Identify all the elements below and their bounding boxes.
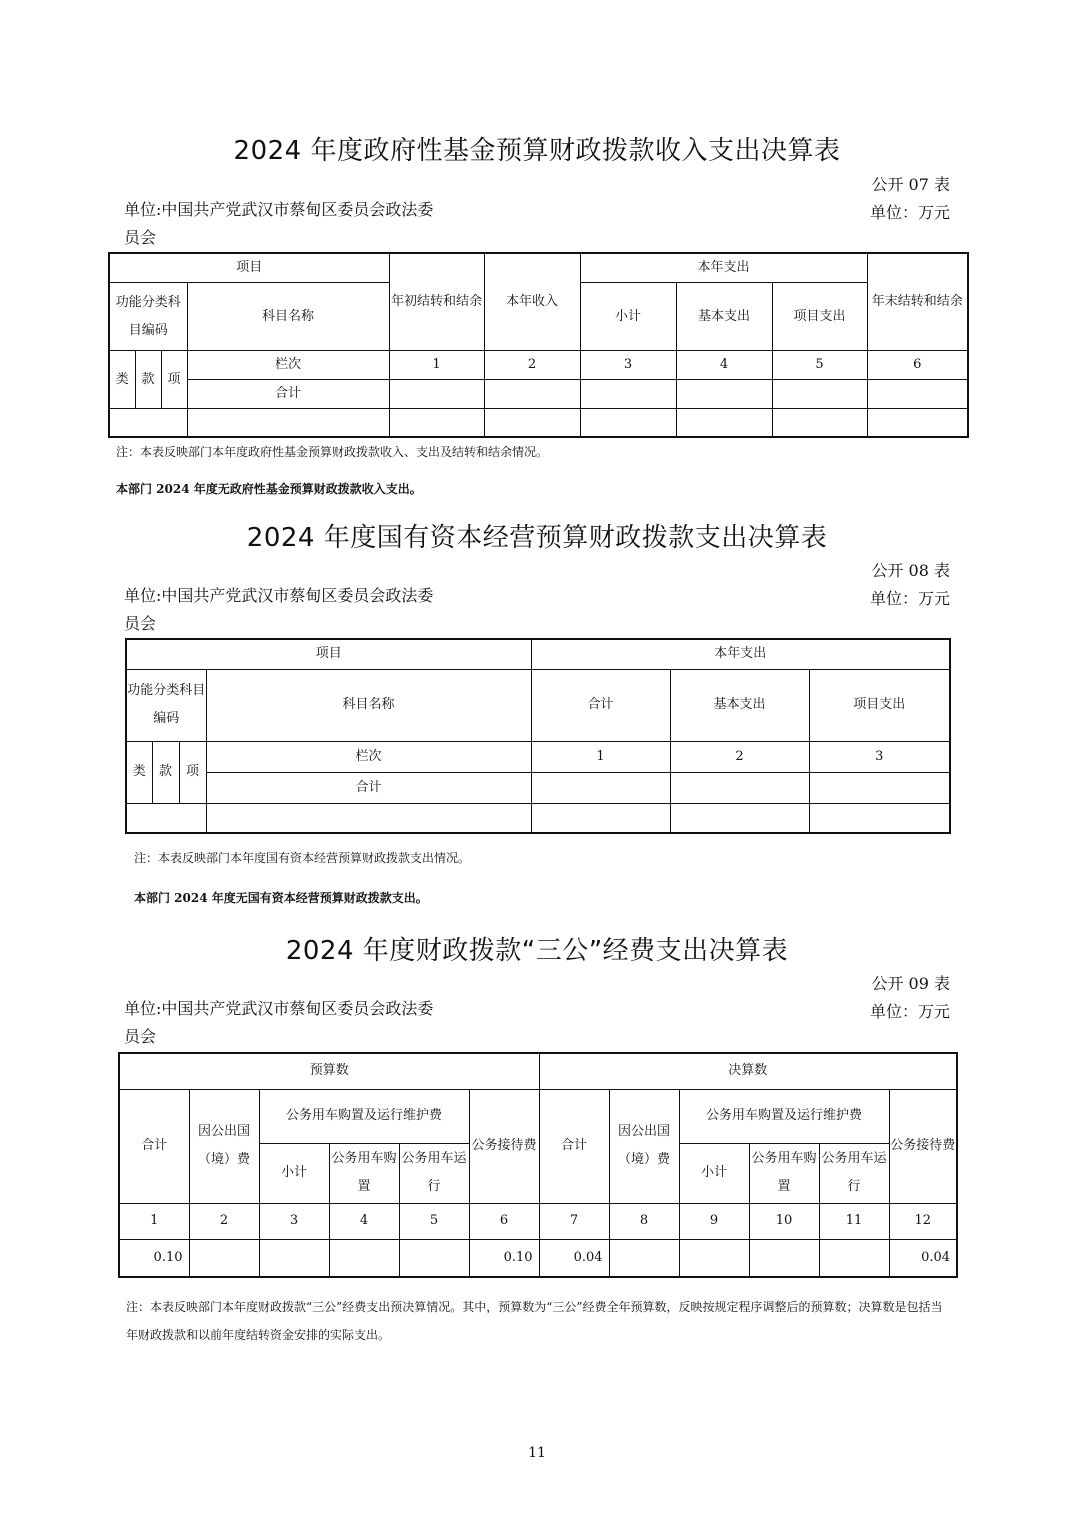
table09	[118, 1052, 958, 1278]
t07-h-project: 项目	[109, 253, 389, 283]
t09-col: 10	[749, 1203, 819, 1239]
t07-h-subject: 科目名称	[187, 283, 389, 351]
t07-col: 3	[580, 351, 676, 380]
table07-unit: 单位:中国共产党武汉市蔡甸区委员会政法委员会	[124, 200, 434, 247]
table09-unit-right: 单位：万元	[869, 1002, 950, 1021]
table07-note: 注：本表反映部门本年度政府性基金预算财政拨款收入、支出及结转和结余情况。	[116, 445, 549, 459]
t09-h-reception-actual: 公务接待费	[889, 1089, 957, 1203]
t07-col: 5	[772, 351, 867, 380]
t07-col: 2	[484, 351, 580, 380]
t09-col: 8	[609, 1203, 679, 1239]
t09-col: 7	[539, 1203, 609, 1239]
table07-code: 公开 07 表	[871, 175, 950, 194]
table09-note: 注：本表反映部门本年度财政拨款“三公”经费支出预决算情况。其中，预算数为“三公”经费全年预算数，反映按规定程序调整后的预算数；决算数是包括当年财政拨款和以前年度结转资金安排的实际支出。	[126, 1300, 943, 1342]
t09-h-car-run: 公务用车运行	[399, 1143, 469, 1203]
t08-h-func: 功能分类科目编码	[126, 669, 206, 741]
t07-col: 1	[389, 351, 484, 380]
t09-h-total: 合计	[119, 1089, 189, 1203]
t09-col: 3	[259, 1203, 329, 1239]
t09-col: 9	[679, 1203, 749, 1239]
table08-unit-right: 单位：万元	[869, 589, 950, 608]
t09-h-actual: 决算数	[539, 1053, 957, 1089]
t07-h-proj: 项目支出	[772, 283, 867, 351]
t07-col: 4	[676, 351, 772, 380]
table09-code: 公开 09 表	[871, 974, 950, 993]
t07-total: 合计	[187, 380, 389, 409]
t09-h-subtotal-actual: 小计	[679, 1143, 749, 1203]
t09-h-car-buy-actual: 公务用车购置	[749, 1143, 819, 1203]
t09-h-abroad-actual: 因公出国（境）费	[609, 1089, 679, 1203]
t09-budget-reception-value: 0.10	[469, 1239, 539, 1277]
table08-note: 注：本表反映部门本年度国有资本经营预算财政拨款支出情况。	[134, 851, 471, 865]
t09-col: 2	[189, 1203, 259, 1239]
t08-lei: 类	[126, 741, 152, 803]
t09-col: 11	[819, 1203, 889, 1239]
t08-col: 2	[670, 741, 809, 772]
table08-bold-note: 本部门 2024 年度无国有资本经营预算财政拨款支出。	[134, 891, 428, 905]
table08-unit: 单位:中国共产党武汉市蔡甸区委员会政法委员会	[124, 586, 434, 633]
t08-h-project: 项目	[126, 639, 531, 669]
t07-lei: 类	[109, 351, 135, 409]
t09-actual-total-value: 0.04	[539, 1239, 609, 1277]
t09-col: 5	[399, 1203, 469, 1239]
t09-h-car-run-actual: 公务用车运行	[819, 1143, 889, 1203]
t09-col: 12	[889, 1203, 957, 1239]
t08-lanci: 栏次	[206, 741, 531, 772]
t08-h-total: 合计	[531, 669, 670, 741]
t08-col: 3	[809, 741, 950, 772]
table09-title: 2024 年度财政拨款“三公”经费支出决算表	[285, 936, 789, 966]
t09-h-subtotal: 小计	[259, 1143, 329, 1203]
t09-h-abroad: 因公出国（境）费	[189, 1089, 259, 1203]
t08-h-basic: 基本支出	[670, 669, 809, 741]
t08-h-expense: 本年支出	[531, 639, 950, 669]
t07-h-func: 功能分类科目编码	[109, 283, 187, 351]
table08	[125, 638, 951, 834]
t07-h-income: 本年收入	[484, 253, 580, 351]
table07	[108, 252, 969, 438]
t09-col: 1	[119, 1203, 189, 1239]
t07-h-end: 年末结转和结余	[867, 253, 968, 351]
table08-title: 2024 年度国有资本经营预算财政拨款支出决算表	[246, 523, 828, 553]
t09-h-budget: 预算数	[119, 1053, 539, 1089]
t09-col: 6	[469, 1203, 539, 1239]
t09-h-total-actual: 合计	[539, 1089, 609, 1203]
t08-h-proj: 项目支出	[809, 669, 950, 741]
table07-unit-right: 单位：万元	[869, 203, 950, 222]
table07-bold-note: 本部门 2024 年度无政府性基金预算财政拨款收入支出。	[116, 482, 422, 496]
t09-h-car: 公务用车购置及运行维护费	[259, 1089, 469, 1143]
t08-total: 合计	[206, 772, 531, 803]
t09-budget-total-value: 0.10	[119, 1239, 189, 1277]
t07-h-expense: 本年支出	[580, 253, 867, 283]
t09-col: 4	[329, 1203, 399, 1239]
t09-h-car-buy: 公务用车购置	[329, 1143, 399, 1203]
table08-code: 公开 08 表	[871, 561, 950, 580]
t07-h-begin: 年初结转和结余	[389, 253, 484, 351]
t07-h-basic: 基本支出	[676, 283, 772, 351]
t09-actual-reception-value: 0.04	[889, 1239, 957, 1277]
table09-unit: 单位:中国共产党武汉市蔡甸区委员会政法委员会	[124, 999, 434, 1046]
t08-kuan: 款	[152, 741, 179, 803]
t07-lanci: 栏次	[187, 351, 389, 380]
t07-h-subtotal: 小计	[580, 283, 676, 351]
t07-col: 6	[867, 351, 968, 380]
t08-xiang: 项	[179, 741, 206, 803]
page-number: 11	[528, 1445, 546, 1461]
t09-h-reception: 公务接待费	[469, 1089, 539, 1203]
t07-xiang: 项	[161, 351, 187, 409]
t08-h-subject: 科目名称	[206, 669, 531, 741]
t08-col: 1	[531, 741, 670, 772]
t07-kuan: 款	[135, 351, 161, 409]
table07-title: 2024 年度政府性基金预算财政拨款收入支出决算表	[233, 136, 841, 166]
t09-h-car-actual: 公务用车购置及运行维护费	[679, 1089, 889, 1143]
